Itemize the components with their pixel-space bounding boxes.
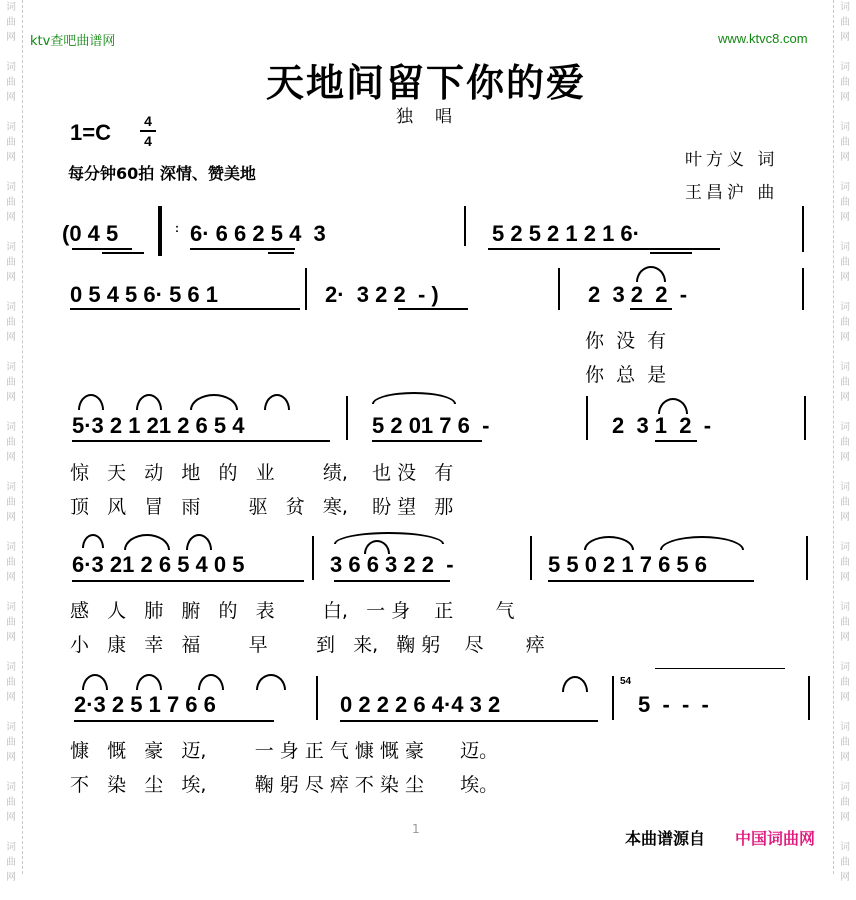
notes-segment: 2 3 2 2 - (588, 282, 688, 307)
page-number: 1 (412, 822, 420, 836)
slur (264, 394, 290, 410)
key-signature: 1=C (70, 120, 111, 145)
notes-segment: 0 5 4 5 6· 5 6 1 (70, 282, 218, 307)
barline (808, 676, 810, 720)
watermark-char: 词 (6, 362, 16, 373)
lyric-verse-2: 小 康 幸 福 早 到 来, 鞠 躬 尽 瘁 (70, 634, 545, 656)
watermark-char: 词 (6, 242, 16, 253)
slur (78, 394, 104, 410)
watermark-char: 网 (6, 812, 16, 823)
watermark-char: 词 (6, 482, 16, 493)
time-signature-bottom: 4 (144, 133, 152, 149)
time-signature-top: 4 (144, 113, 152, 129)
watermark-char: 网 (6, 872, 16, 883)
watermark-char: 网 (840, 572, 850, 583)
lyric-verse-2: 顶 风 冒 雨 驱 贫 寒, 盼 望 那 (70, 496, 454, 518)
watermark-char: 词 (6, 542, 16, 553)
watermark-char: 网 (840, 272, 850, 283)
watermark-char: 词 (840, 722, 850, 733)
watermark-char: 曲 (840, 17, 850, 28)
watermark-char: 网 (6, 752, 16, 763)
watermark-char: 网 (840, 872, 850, 883)
watermark-char: 曲 (840, 557, 850, 568)
notes-segment: 5·3 2 1 21 2 6 5 4 (72, 413, 245, 438)
notes-segment: 0 2 2 2 6 4·4 3 2 (340, 692, 501, 717)
watermark-char: 词 (6, 602, 16, 613)
watermark-char: 词 (840, 302, 850, 313)
watermark-char: 曲 (840, 497, 850, 508)
site-url-right[interactable]: www.ktvc8.com (718, 31, 808, 46)
watermark-column-right (833, 0, 856, 883)
lyric-verse-1: 感 人 肺 腑 的 表 白, 一 身 正 气 (70, 600, 515, 622)
slur (372, 392, 456, 404)
slur (82, 534, 104, 548)
watermark-char: 曲 (6, 77, 16, 88)
slur (660, 536, 744, 550)
watermark-char: 曲 (840, 677, 850, 688)
watermark-char: 词 (840, 242, 850, 253)
watermark-char: 词 (840, 602, 850, 613)
watermark-char: 曲 (840, 77, 850, 88)
decrescendo-mark (655, 668, 785, 669)
watermark-char: 词 (840, 2, 850, 13)
barline (586, 396, 588, 440)
site-name-left[interactable]: ktv查吧曲谱网 (30, 34, 116, 49)
watermark-char: 网 (6, 632, 16, 643)
barline (316, 676, 318, 720)
watermark-char: 词 (6, 62, 16, 73)
watermark-char: 曲 (6, 497, 16, 508)
slur (82, 674, 108, 690)
lyricist-credit: 叶方义 词 (685, 150, 779, 170)
watermark-char: 网 (6, 452, 16, 463)
watermark-char: 曲 (6, 257, 16, 268)
watermark-char: 网 (6, 212, 16, 223)
song-title: 天地间留下你的爱 (266, 60, 587, 105)
barline (802, 268, 804, 310)
barline (312, 536, 314, 580)
watermark-char: 词 (840, 122, 850, 133)
watermark-char: 曲 (6, 677, 16, 688)
watermark-char: 网 (840, 92, 850, 103)
watermark-char: 网 (840, 152, 850, 163)
barline (530, 536, 532, 580)
watermark-char: 曲 (6, 197, 16, 208)
watermark-char: 词 (6, 782, 16, 793)
watermark-char: 曲 (840, 437, 850, 448)
composer-credit: 王昌沪 曲 (685, 183, 779, 203)
notes-segment: 5 2 5 2 1 2 1 6· (492, 221, 640, 246)
watermark-char: 曲 (840, 317, 850, 328)
notes-segment: 5 - - - (638, 692, 709, 717)
watermark-char: 曲 (840, 857, 850, 868)
watermark-char: 曲 (6, 137, 16, 148)
watermark-char: 网 (840, 512, 850, 523)
barline (612, 676, 614, 720)
source-label: 本曲谱源自 (625, 829, 706, 848)
notes-segment: 5 5 0 2 1 7 6 5 6 (548, 552, 708, 577)
notes-segment: 2· 3 2 2 - ) (325, 282, 439, 307)
watermark-char: 曲 (6, 377, 16, 388)
watermark-char: 网 (840, 752, 850, 763)
watermark-char: 曲 (840, 797, 850, 808)
watermark-char: 词 (840, 662, 850, 673)
slur (198, 674, 224, 690)
watermark-char: 词 (6, 302, 16, 313)
watermark-char: 曲 (840, 197, 850, 208)
watermark-char: 网 (840, 812, 850, 823)
notes-segment: 2·3 2 5 1 7 6 6 (74, 692, 216, 717)
repeat-barline (158, 206, 162, 256)
watermark-char: 词 (840, 182, 850, 193)
watermark-char: 词 (840, 62, 850, 73)
barline (804, 396, 806, 440)
lyric-verse-2: 不 染 尘 埃, 鞠 躬 尽 瘁 不 染 尘 埃。 (70, 774, 499, 796)
slur (190, 394, 238, 410)
lyric-verse-1: 慷 慨 豪 迈, 一 身 正 气 慷 慨 豪 迈。 (70, 740, 499, 762)
watermark-char: 词 (840, 362, 850, 373)
watermark-char: 词 (840, 482, 850, 493)
slur (256, 674, 286, 690)
watermark-char: 网 (840, 212, 850, 223)
slur (136, 674, 162, 690)
lyric-verse-1: 惊 天 动 地 的 业 绩, 也 没 有 (70, 462, 454, 484)
watermark-char: 网 (840, 692, 850, 703)
barline (558, 268, 560, 310)
watermark-char: 词 (6, 722, 16, 733)
watermark-char: 网 (6, 692, 16, 703)
watermark-char: 词 (6, 422, 16, 433)
watermark-char: 词 (840, 782, 850, 793)
barline (305, 268, 307, 310)
slur (334, 532, 444, 544)
song-subtitle: 独唱 (396, 107, 474, 127)
watermark-char: 词 (840, 842, 850, 853)
source-brand-link[interactable]: 中国词曲网 (735, 829, 816, 848)
watermark-char: 曲 (6, 317, 16, 328)
watermark-char: 网 (6, 572, 16, 583)
watermark-char: 网 (840, 632, 850, 643)
watermark-char: 曲 (6, 557, 16, 568)
notes-segment: 5 2 01 7 6 - (372, 413, 490, 438)
notes-segment: 6· 6 6 2 5 4 3 (190, 221, 326, 246)
watermark-char: 网 (840, 392, 850, 403)
notes-segment: 2 3 1 2 - (612, 413, 712, 438)
slur (136, 394, 162, 410)
watermark-char: 曲 (840, 257, 850, 268)
watermark-char: 词 (6, 842, 16, 853)
tempo-marking: 每分钟60拍 深情、赞美地 (68, 164, 256, 183)
watermark-char: 词 (840, 542, 850, 553)
lyric-verse-1: 你 没 有 (585, 330, 667, 352)
watermark-char: 曲 (840, 377, 850, 388)
slur (658, 398, 688, 414)
watermark-char: 网 (6, 92, 16, 103)
watermark-char: 曲 (6, 617, 16, 628)
slur (186, 534, 212, 550)
watermark-char: 网 (6, 392, 16, 403)
watermark-char: 词 (840, 422, 850, 433)
watermark-char: 网 (840, 332, 850, 343)
watermark-char: 曲 (840, 137, 850, 148)
barline (464, 206, 466, 246)
watermark-char: 网 (840, 32, 850, 43)
slur (562, 676, 588, 692)
watermark-char: 曲 (840, 737, 850, 748)
slur (124, 534, 170, 550)
watermark-char: 曲 (6, 857, 16, 868)
grace-note: 54 (620, 676, 632, 687)
watermark-char: 曲 (6, 737, 16, 748)
notes-segment: 6·3 21 2 6 5 4 0 5 (72, 552, 245, 577)
barline (346, 396, 348, 440)
watermark-char: 网 (6, 512, 16, 523)
slur (584, 536, 634, 550)
lyric-verse-2: 你 总 是 (585, 364, 667, 386)
watermark-char: 曲 (840, 617, 850, 628)
watermark-char: 词 (6, 2, 16, 13)
watermark-char: 网 (6, 332, 16, 343)
watermark-char: 词 (6, 182, 16, 193)
watermark-column-left (0, 0, 23, 883)
barline (802, 206, 804, 252)
watermark-char: 词 (6, 122, 16, 133)
notes-segment: (0 4 5 (62, 221, 119, 246)
slur (636, 266, 666, 282)
watermark-char: 网 (840, 452, 850, 463)
time-signature (140, 113, 156, 149)
barline (806, 536, 808, 580)
watermark-char: 网 (6, 152, 16, 163)
watermark-char: 词 (6, 662, 16, 673)
watermark-char: 曲 (6, 437, 16, 448)
watermark-char: 曲 (6, 17, 16, 28)
watermark-char: 网 (6, 272, 16, 283)
watermark-char: 曲 (6, 797, 16, 808)
watermark-char: 网 (6, 32, 16, 43)
notes-segment: 3 6 6 3 2 2 - (330, 552, 454, 577)
